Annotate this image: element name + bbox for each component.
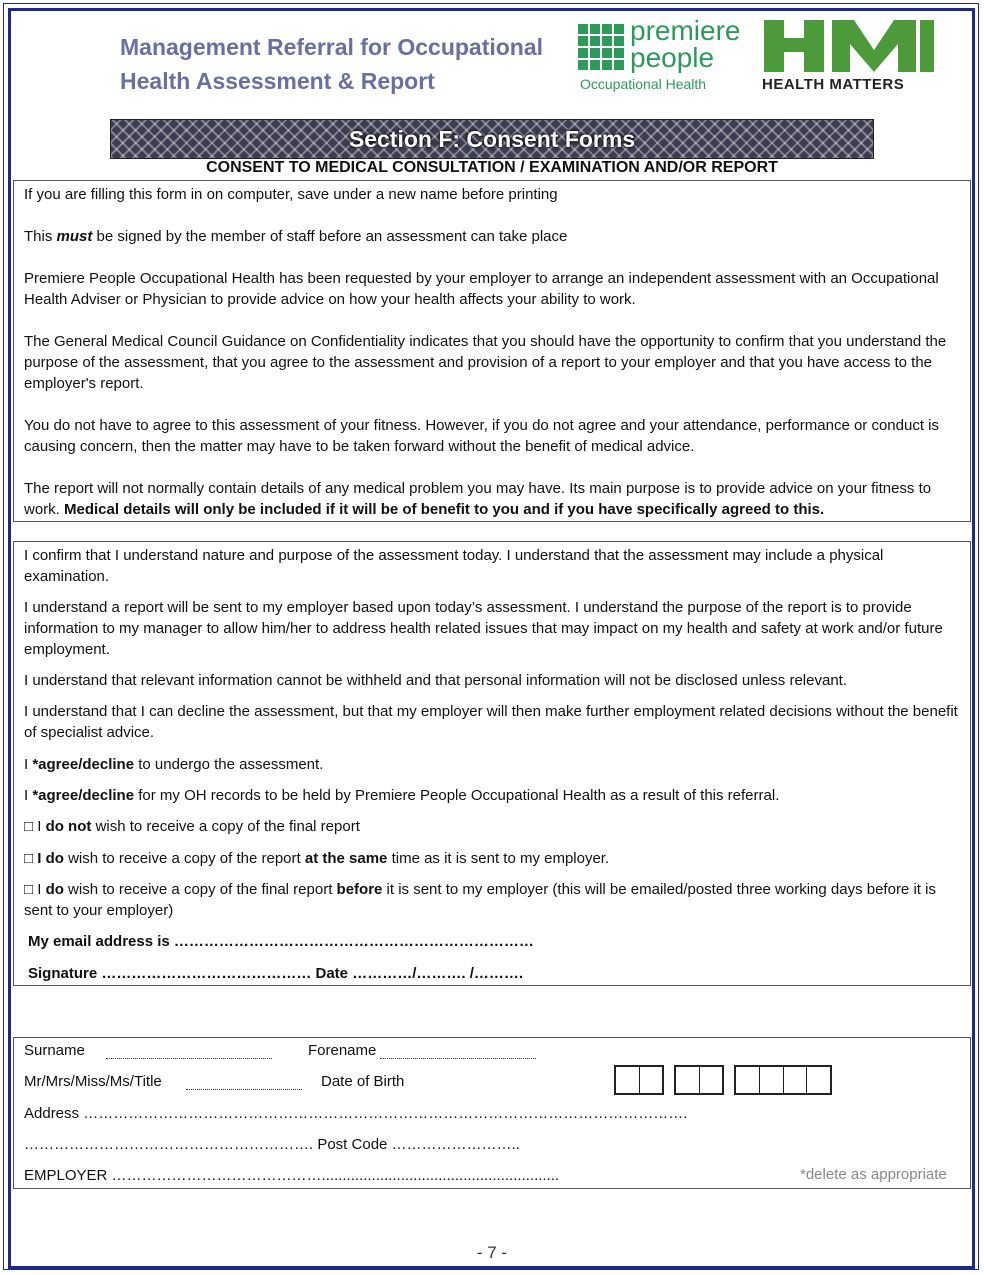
confirm-statement: I understand a report will be sent to my employer based upon today’s assessment. I understand the purpose of the report is to provide information to my manager to allow him/her to address health related issues that may impact on my health and safety at work and/or future employment. <box>24 599 943 658</box>
checkbox-copy-same-time[interactable]: □ I do wish to receive a copy of the report at the same time as it is sent to my employer. <box>24 850 610 867</box>
intro-paragraph: Premiere People Occupational Health has been requested by your employer to arrange an independent assessment with an Occupational Health Adviser or Physician to provide advice on how your health affects your ability to work. <box>24 270 939 308</box>
confirm-statement: I understand that relevant information cannot be withheld and that personal information will not be disclosed unless relevant. <box>24 672 847 689</box>
intro-paragraph: The General Medical Council Guidance on Confidentiality indicates that you should have the opportunity to confirm that you understand the purpose of the assessment, that you agree to the assessment and provision of a report to your employer and that you have access to the employer's report. <box>24 333 947 392</box>
intro-paragraph: You do not have to agree to this assessment of your fitness. However, if you do not agree and your attendance, performance or conduct is causing concern, then the matter may have to be taken forward without the benefit of medical advice. <box>24 417 939 455</box>
hm-monogram-icon <box>762 16 938 76</box>
dob-year-input[interactable] <box>734 1065 832 1095</box>
email-address-field[interactable]: My email address is ……………………………………………………………… <box>28 933 534 950</box>
premiere-people-logo <box>578 15 750 94</box>
agree-decline-assessment[interactable]: I *agree/decline to undergo the assessment. <box>24 756 324 773</box>
health-matters-text: HEALTH MATTERS <box>762 76 905 93</box>
page-number: - 7 - <box>476 1243 508 1262</box>
health-matters-logo <box>762 16 938 96</box>
logo-word-people: people <box>630 42 715 73</box>
document-title: Management Referral for Occupational Health Assessment & Report <box>120 34 544 94</box>
logo-word-premiere: premiere <box>630 15 741 46</box>
surname-label: Surname <box>24 1042 85 1059</box>
dob-label: Date of Birth <box>321 1073 405 1090</box>
intro-paragraph: This must be signed by the member of staff before an assessment can take place <box>24 228 568 245</box>
section-title: Section F: Consent Forms <box>348 125 636 152</box>
confirmation-box <box>13 541 971 986</box>
address-postcode-field[interactable]: …………………………………………………. Post Code …………………….. <box>24 1136 520 1153</box>
intro-paragraph: The report will not normally contain details of any medical problem you may have. Its main purpose is to provide advice on your fitness to work. Medical details will only be included if it will be of benefit to you and if you have specifically agreed to this. <box>24 480 932 518</box>
title-label: Mr/Mrs/Miss/Ms/Title <box>24 1073 162 1090</box>
section-banner <box>110 119 874 159</box>
logo-subtitle: Occupational Health <box>580 76 707 92</box>
dob-month-input[interactable] <box>674 1065 724 1095</box>
employer-field[interactable]: EMPLOYER ……………………………………......................................................... <box>24 1167 560 1184</box>
delete-note: *delete as appropriate <box>800 1166 947 1183</box>
agree-decline-records[interactable]: I *agree/decline for my OH records to be held by Premiere People Occupational Health as a result of this referral. <box>24 787 780 804</box>
checkbox-no-copy[interactable]: □ I do not wish to receive a copy of the final report <box>24 818 360 835</box>
surname-input[interactable] <box>106 1058 272 1059</box>
confirm-statement: I confirm that I understand nature and purpose of the assessment today. I understand that the assessment may include a physical examination. <box>24 547 884 585</box>
forename-input[interactable] <box>380 1058 536 1059</box>
intro-paragraph: If you are filling this form in on computer, save under a new name before printing <box>24 186 558 203</box>
consent-heading: CONSENT TO MEDICAL CONSULTATION / EXAMINATION AND/OR REPORT <box>206 159 778 176</box>
signature-date-field[interactable]: Signature …………………………………… Date …………/………. /………. <box>28 965 524 982</box>
dob-day-input[interactable] <box>614 1065 664 1095</box>
checkbox-copy-before[interactable]: □ I do wish to receive a copy of the final report before it is sent to my employer (this will be emailed/posted three working days before it is sent to your employer) <box>24 881 936 919</box>
forename-label: Forename <box>308 1042 377 1059</box>
address-field[interactable]: Address …………………………………………………………………………………………………………. <box>24 1105 688 1122</box>
title-input[interactable] <box>186 1089 302 1090</box>
intro-box <box>13 180 971 522</box>
confirm-statement: I understand that I can decline the assessment, but that my employer will then make further employment related decisions without the benefit of specialist advice. <box>24 703 958 741</box>
grid-logo-icon <box>578 24 624 70</box>
